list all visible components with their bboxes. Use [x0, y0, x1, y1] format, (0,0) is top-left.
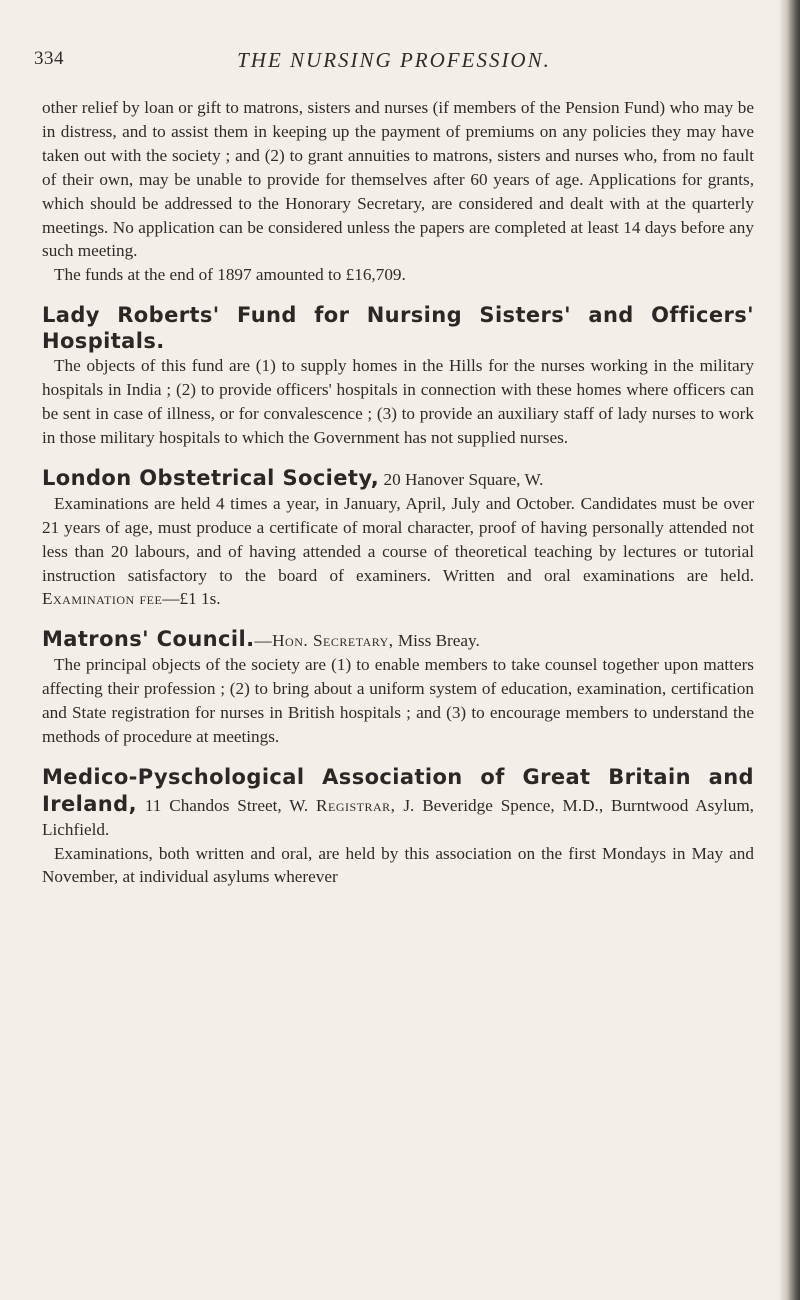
- page-spine-shadow: [778, 0, 800, 1300]
- examination-fee-label: Examination fee: [42, 589, 163, 609]
- association-address: 11 Chandos Street, W.: [144, 795, 309, 815]
- section-body: Examinations, both written and oral, are held by this association on the first Mondays in May and November, at individual asylums wherever: [42, 843, 754, 887]
- registrar-detail: J. Beveridge Spence, M.D., Burntwood Asylum, Lichfield.: [42, 795, 754, 839]
- secretary-label: —Hon. Secretary,: [254, 631, 394, 651]
- registrar-label: Registrar,: [316, 795, 396, 815]
- page-number: 334: [34, 48, 64, 69]
- secretary-name: Miss Breay.: [397, 631, 480, 651]
- section-body: The objects of this fund are (1) to supply homes in the Hills for the nurses working in the military hospitals in India ; (2) to provide officers' hospitals in connection with these homes where officers can be sent in case of illness, or for convalescence ; (3) to provide an auxiliary staff of lady nurses to work in those military hospitals to which the Government has not supplied nurses.: [42, 356, 754, 447]
- section-medico-psychological-association: [42, 764, 754, 890]
- section-london-obstetrical-society: [42, 465, 754, 611]
- section-heading: Medico-Pyschological Association of Great Britain and Ireland,: [42, 764, 754, 816]
- examination-fee-value: —£1 1s.: [162, 589, 221, 609]
- page-header: [34, 48, 754, 78]
- section-heading-line: [42, 764, 754, 842]
- section-body-text: Examinations are held 4 times a year, in January, April, July and October. Candidates must be over 21 years of age, must produce a certificate of moral character, proof of having personally attended not less than 20 labours, and of having attended a course of theoretical teaching by lectures or tutorial instruction satisfactory to the board of examiners. Written and oral examinations are held.: [42, 493, 754, 585]
- running-head: THE NURSING PROFESSION.: [237, 48, 551, 72]
- section-matrons-council: [42, 626, 754, 749]
- section-body: The principal objects of the society are (1) to enable members to take counsel together upon matters affecting their profession ; (2) to bring about a uniform system of education, examination, certification and State registration for nurses in British hospitals ; and (3) to encourage members to understand the methods of procedure at meetings.: [42, 655, 754, 746]
- section-heading-line: [42, 626, 754, 653]
- funds-total-paragraph: The funds at the end of 1897 amounted to £16,709.: [54, 265, 406, 285]
- intro-paragraph: other relief by loan or gift to matrons, sisters and nurses (if members of the Pension Fund) who may be in distress, and to assist them in keeping up the payment of premiums on any policies they may have taken out with the society ; and (2) to grant annuities to matrons, sisters and nurses who, from no fault of their own, may be unable to provide for themselves after 60 years of age. Applications for grants, which should be addressed to the Honorary Secretary, are considered and dealt with at the quarterly meetings. No application can be considered unless the papers are completed at least 14 days before any such meeting.: [42, 98, 754, 261]
- section-heading: London Obstetrical Society,: [42, 465, 380, 490]
- section-heading: Lady Roberts' Fund for Nursing Sisters' and Officers' Hospitals.: [42, 303, 754, 354]
- society-address: 20 Hanover Square, W.: [383, 469, 544, 489]
- section-heading: Matrons' Council.: [42, 627, 255, 652]
- section-body: [42, 492, 754, 612]
- section-heading-line: [42, 465, 754, 492]
- section-lady-roberts-fund: [42, 302, 754, 450]
- page-content: [42, 96, 754, 889]
